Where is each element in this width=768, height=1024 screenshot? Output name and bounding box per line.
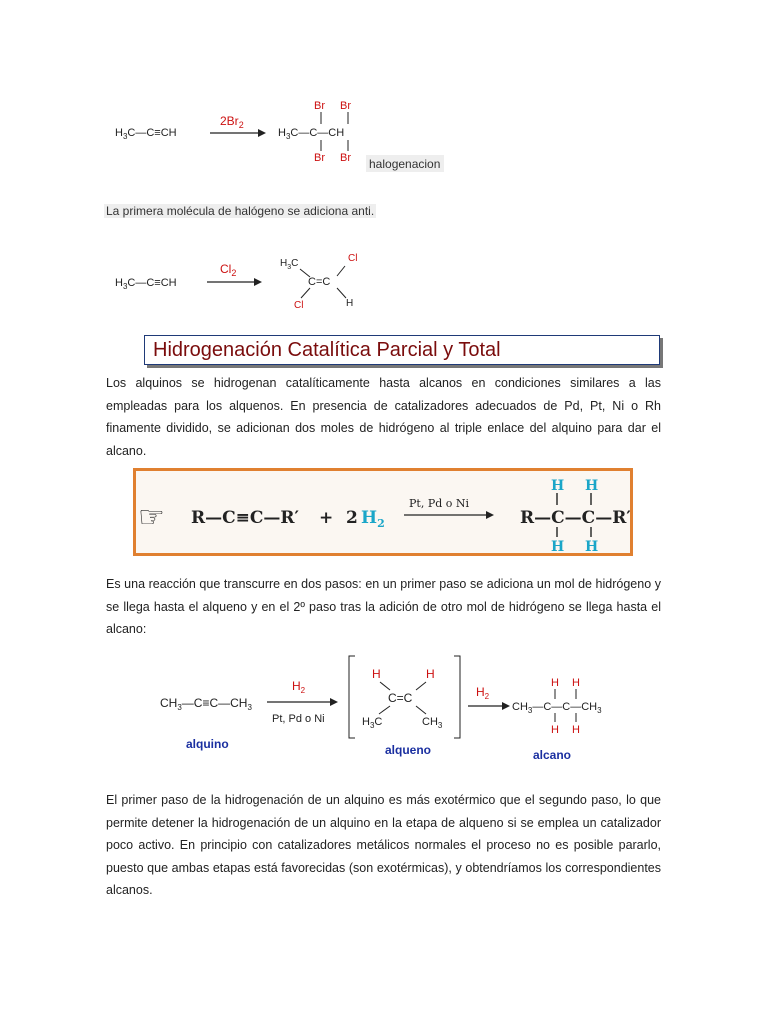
bracket-left [349, 656, 355, 738]
reagent-cl2: $Cl_2$ [220, 262, 237, 278]
methyl-group: $CH_3$ [422, 716, 443, 730]
h2-reagent: $H_2$ [361, 508, 385, 530]
paragraph-intro: Los alquinos se hidrogenan catalíticamente hasta alcanos en condiciones similares a las empleadas para los alquenos. En presencia de catalizadores adecuados de Pd, Pt, Ni o Rh finamente dividido, se adicionan dos moles de hidrógeno al triple enlace del alquino para dar el alcano. [106, 376, 661, 458]
double-bond: C=C [308, 276, 331, 288]
h2-reagent: $H_2$ [292, 679, 306, 695]
h-atom: H [372, 667, 381, 681]
br-atom: Br [314, 152, 325, 164]
methyl-group: $H_3C$ [280, 258, 299, 271]
hydrogenation-scheme [136, 471, 630, 553]
reaction-bromination [100, 95, 460, 180]
h-atom: H [585, 539, 599, 553]
cl-atom: Cl [348, 253, 358, 264]
reactant-formula: $H_3C—C\equiv CH$ [115, 127, 177, 141]
alkyne-label: alquino [186, 737, 229, 751]
reactant-formula: $H_3C—C\equiv CH$ [115, 277, 177, 291]
reaction-chlorination [100, 248, 380, 316]
anti-addition-note: La primera molécula de halógeno se adiciona anti. [106, 204, 375, 218]
h-atom: H [551, 539, 565, 553]
h-atom: H [585, 478, 599, 494]
paragraph-two-steps: Es una reacción que transcurre en dos pasos: en un primer paso se adiciona un mol de hidrógeno y se llega hasta el alqueno y en el 2º paso tras la adición de otro mol de hidrógeno se llega hasta el alcano: [106, 577, 661, 636]
hydrogenation-scheme-box [133, 468, 633, 556]
reagent-br2: $2Br_2$ [220, 114, 244, 130]
h-atom: H [551, 478, 565, 494]
alkane-formula: R—C—C—R′ [520, 508, 630, 528]
h-atom: H [551, 677, 559, 689]
methyl-group: $H_3C$ [362, 716, 383, 730]
br-atom: Br [314, 100, 325, 112]
h2-reagent: $H_2$ [476, 685, 490, 701]
alkane-formula: $CH_3—C—C—CH_3$ [512, 701, 602, 715]
bracket-right [454, 656, 460, 738]
br-atom: Br [340, 100, 351, 112]
catalyst-label: Pt, Pd o Ni [272, 713, 325, 725]
h-atom: H [572, 677, 580, 689]
double-bond: C=C [388, 691, 413, 705]
cl-atom: Cl [294, 300, 304, 311]
coefficient: 2 [346, 508, 358, 528]
pointing-hand-icon: ☞ [138, 501, 165, 534]
alkyne-formula: $CH_3—C\equiv C—CH_3$ [160, 696, 252, 712]
section-title: Hidrogenación Catalítica Parcial y Total [144, 335, 660, 365]
paragraph-exothermic: El primer paso de la hidrogenación de un alquino es más exotérmico que el segundo paso, lo que permite detener la hidrogenación de un alquino en la etapa de alqueno si se emplea un catalizador poco activo. En principio con catalizadores metálicos normales el proceso no es posible pararlo, puesto que ambas etapas está favorecidas (son exotérmicas), y obtendríamos los correspondientes alcanos. [106, 793, 661, 897]
product-chain: $H_3C—C—CH$ [278, 127, 345, 141]
reaction-two-step [150, 652, 620, 770]
h-atom: H [426, 667, 435, 681]
alkene-label: alqueno [385, 743, 432, 757]
alkyne-formula: R—C≡C—R′ [191, 508, 300, 528]
plus-sign: + [319, 508, 334, 528]
h-atom: H [572, 724, 580, 736]
catalyst-label: Pt, Pd o Ni [409, 497, 470, 510]
h-atom: H [346, 298, 354, 309]
h-atom: H [551, 724, 559, 736]
halogenation-label: halogenacion [369, 157, 441, 171]
alkane-label: alcano [533, 748, 572, 762]
br-atom: Br [340, 152, 351, 164]
